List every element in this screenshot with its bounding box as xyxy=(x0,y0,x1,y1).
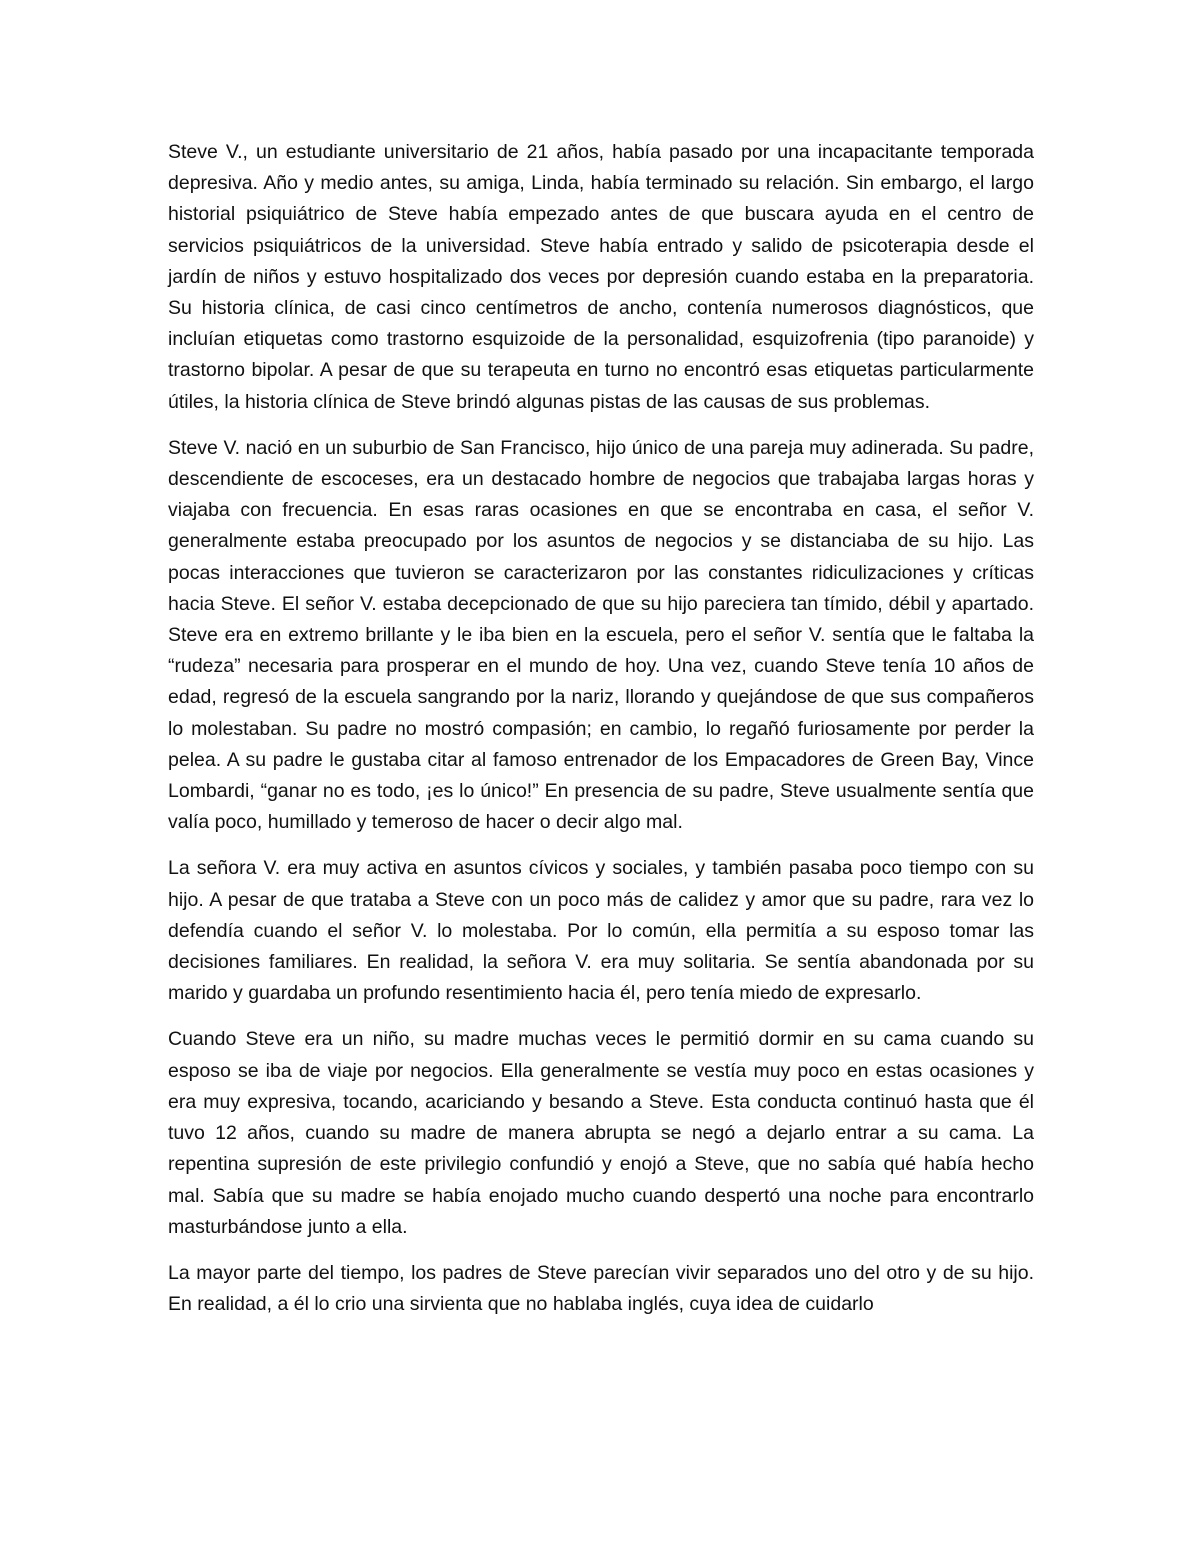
paragraph-1: Steve V., un estudiante universitario de 21 años, había pasado por una incapacitante temporada depresiva. Año y medio antes, su amiga, Linda, había terminado su relación. Sin embargo, el largo historial psiquiátrico de Steve había empezado antes de que buscara ayuda en el centro de servicios psiquiátricos de la universidad. Steve había entrado y salido de psicoterapia desde el jardín de niños y estuvo hospitalizado dos veces por depresión cuando estaba en la preparatoria. Su historia clínica, de casi cinco centímetros de ancho, contenía numerosos diagnósticos, que incluían etiquetas como trastorno esquizoide de la personalidad, esquizofrenia (tipo paranoide) y trastorno bipolar. A pesar de que su terapeuta en turno no encontró esas etiquetas particularmente útiles, la historia clínica de Steve brindó algunas pistas de las causas de sus problemas. xyxy=(168,141,1034,413)
paragraph-5: La mayor parte del tiempo, los padres de Steve parecían vivir separados uno del otro y de su hijo. En realidad, a él lo crio una sirvienta que no hablaba inglés, cuya idea de cuidarlo xyxy=(168,1261,1034,1316)
paragraph-2: Steve V. nació en un suburbio de San Francisco, hijo único de una pareja muy adinerada. Su padre, descendiente de escoceses, era un destacado hombre de negocios que trabajaba largas horas y viajaba con frecuencia. En esas raras ocasiones en que se encontraba en casa, el señor V. generalmente estaba preocupado por los asuntos de negocios y se distanciaba de su hijo. Las pocas interacciones que tuvieron se caracterizaron por las constantes ridiculizaciones y críticas hacia Steve. El señor V. estaba decepcionado de que su hijo pareciera tan tímido, débil y apartado. Steve era en extremo brillante y le iba bien en la escuela, pero el señor V. sentía que le faltaba la “rudeza” necesaria para prosperar en el mundo de hoy. Una vez, cuando Steve tenía 10 años de edad, regresó de la escuela sangrando por la nariz, llorando y quejándose de que sus compañeros lo molestaban. Su padre no mostró compasión; en cambio, lo regañó furiosamente por perder la pelea. A su padre le gustaba citar al famoso entrenador de los Empacadores de Green Bay, Vince Lombardi, “ganar no es todo, ¡es lo único!” En presencia de su padre, Steve usualmente sentía que valía poco, humillado y temeroso de hacer o decir algo mal. xyxy=(168,436,1034,834)
paragraph-4: Cuando Steve era un niño, su madre muchas veces le permitió dormir en su cama cuando su esposo se iba de viaje por negocios. Ella generalmente se vestía muy poco en estas ocasiones y era muy expresiva, tocando, acariciando y besando a Steve. Esta conducta continuó hasta que él tuvo 12 años, cuando su madre de manera abrupta se negó a dejarlo entrar a su cama. La repentina supresión de este privilegio confundió y enojó a Steve, que no sabía qué había hecho mal. Sabía que su madre se había enojado mucho cuando despertó una noche para encontrarlo masturbándose junto a ella. xyxy=(168,1028,1034,1238)
document-body xyxy=(168,137,1034,1320)
paragraph-3: La señora V. era muy activa en asuntos cívicos y sociales, y también pasaba poco tiempo con su hijo. A pesar de que trataba a Steve con un poco más de calidez y amor que su padre, rara vez lo defendía cuando el señor V. lo molestaba. Por lo común, ella permitía a su esposo tomar las decisiones familiares. En realidad, la señora V. era muy solitaria. Se sentía abandonada por su marido y guardaba un profundo resentimiento hacia él, pero tenía miedo de expresarlo. xyxy=(168,857,1034,1005)
